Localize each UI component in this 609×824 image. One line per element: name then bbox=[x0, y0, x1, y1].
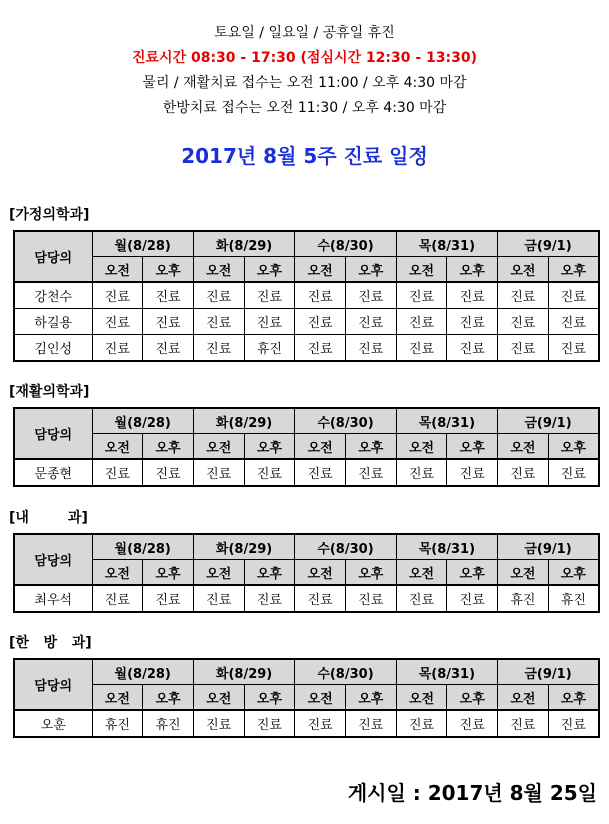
afternoon-header: 오후 bbox=[345, 685, 396, 711]
schedule-table bbox=[13, 230, 600, 362]
morning-header: 오전 bbox=[193, 685, 244, 711]
day-header: 금(9/1) bbox=[498, 408, 599, 434]
afternoon-header: 오후 bbox=[345, 257, 396, 283]
day-header: 월(8/28) bbox=[92, 659, 193, 685]
table-row bbox=[14, 585, 599, 612]
schedule-cell: 휴진 bbox=[548, 585, 599, 612]
day-header: 수(8/30) bbox=[295, 231, 396, 257]
schedule-cell: 진료 bbox=[295, 282, 346, 309]
morning-header: 오전 bbox=[193, 257, 244, 283]
morning-header: 오전 bbox=[295, 685, 346, 711]
schedule-cell: 진료 bbox=[447, 710, 498, 737]
morning-header: 오전 bbox=[92, 434, 143, 460]
day-header: 목(8/31) bbox=[396, 534, 497, 560]
table-row bbox=[14, 459, 599, 486]
schedule-table bbox=[13, 407, 600, 487]
schedule-cell: 진료 bbox=[143, 335, 194, 362]
morning-header: 오전 bbox=[498, 257, 549, 283]
schedule-cell: 진료 bbox=[447, 335, 498, 362]
schedule-cell: 진료 bbox=[143, 309, 194, 335]
table-row bbox=[14, 282, 599, 309]
department-name: [한 방 과] bbox=[9, 635, 92, 651]
schedule-cell: 진료 bbox=[345, 459, 396, 486]
morning-header: 오전 bbox=[396, 560, 447, 586]
day-header: 금(9/1) bbox=[498, 534, 599, 560]
day-header: 화(8/29) bbox=[193, 534, 294, 560]
schedule-cell: 진료 bbox=[92, 335, 143, 362]
hours-text: 진료시간 08:30 - 17:30 (점심시간 12:30 - 13:30) bbox=[132, 50, 477, 66]
schedule-cell: 진료 bbox=[143, 585, 194, 612]
schedule-cell: 진료 bbox=[345, 335, 396, 362]
schedule-cell: 진료 bbox=[396, 282, 447, 309]
department-section bbox=[0, 633, 609, 738]
schedule-cell: 진료 bbox=[244, 459, 295, 486]
table-row bbox=[14, 710, 599, 737]
oriental-deadline-text: 한방치료 접수는 오전 11:30 / 오후 4:30 마감 bbox=[162, 100, 447, 116]
afternoon-header: 오후 bbox=[143, 434, 194, 460]
schedule-cell: 진료 bbox=[345, 710, 396, 737]
afternoon-header: 오후 bbox=[143, 685, 194, 711]
schedule-cell: 진료 bbox=[244, 309, 295, 335]
schedule-cell: 휴진 bbox=[143, 710, 194, 737]
afternoon-header: 오후 bbox=[244, 434, 295, 460]
doctor-header: 담당의 bbox=[14, 659, 92, 710]
day-header: 수(8/30) bbox=[295, 659, 396, 685]
schedule-cell: 진료 bbox=[92, 309, 143, 335]
schedule-cell: 진료 bbox=[447, 309, 498, 335]
schedule-cell: 진료 bbox=[193, 309, 244, 335]
day-header: 목(8/31) bbox=[396, 231, 497, 257]
day-header: 화(8/29) bbox=[193, 408, 294, 434]
schedule-cell: 진료 bbox=[295, 459, 346, 486]
schedule-cell: 진료 bbox=[295, 309, 346, 335]
doctor-header: 담당의 bbox=[14, 534, 92, 585]
afternoon-header: 오후 bbox=[548, 685, 599, 711]
day-header: 화(8/29) bbox=[193, 231, 294, 257]
schedule-cell: 진료 bbox=[548, 309, 599, 335]
morning-header: 오전 bbox=[193, 434, 244, 460]
schedule-cell: 휴진 bbox=[244, 335, 295, 362]
schedule-cell: 진료 bbox=[143, 459, 194, 486]
schedule-cell: 진료 bbox=[498, 335, 549, 362]
schedule-cell: 진료 bbox=[92, 282, 143, 309]
doctor-name: 문종현 bbox=[14, 459, 92, 486]
rehab-deadline-text: 물리 / 재활치료 접수는 오전 11:00 / 오후 4:30 마감 bbox=[142, 75, 467, 91]
morning-header: 오전 bbox=[92, 560, 143, 586]
morning-header: 오전 bbox=[193, 560, 244, 586]
morning-header: 오전 bbox=[396, 685, 447, 711]
doctor-header: 담당의 bbox=[14, 231, 92, 282]
schedule-cell: 진료 bbox=[244, 710, 295, 737]
schedule-cell: 진료 bbox=[193, 710, 244, 737]
day-header: 월(8/28) bbox=[92, 231, 193, 257]
morning-header: 오전 bbox=[92, 257, 143, 283]
morning-header: 오전 bbox=[396, 257, 447, 283]
afternoon-header: 오후 bbox=[447, 560, 498, 586]
schedule-table bbox=[13, 658, 600, 738]
afternoon-header: 오후 bbox=[548, 257, 599, 283]
morning-header: 오전 bbox=[295, 257, 346, 283]
morning-header: 오전 bbox=[92, 685, 143, 711]
table-row bbox=[14, 335, 599, 362]
schedule-title: 2017년 8월 5주 진료 일정 bbox=[181, 144, 428, 168]
schedule-cell: 진료 bbox=[498, 282, 549, 309]
day-header: 수(8/30) bbox=[295, 408, 396, 434]
day-header: 월(8/28) bbox=[92, 408, 193, 434]
schedule-cell: 진료 bbox=[193, 459, 244, 486]
day-header: 목(8/31) bbox=[396, 408, 497, 434]
afternoon-header: 오후 bbox=[143, 257, 194, 283]
schedule-cell: 진료 bbox=[193, 282, 244, 309]
schedule-cell: 진료 bbox=[396, 459, 447, 486]
day-header: 금(9/1) bbox=[498, 659, 599, 685]
day-header: 목(8/31) bbox=[396, 659, 497, 685]
schedule-cell: 진료 bbox=[92, 585, 143, 612]
schedule-cell: 진료 bbox=[295, 585, 346, 612]
table-row bbox=[14, 309, 599, 335]
schedule-cell: 진료 bbox=[345, 282, 396, 309]
afternoon-header: 오후 bbox=[345, 560, 396, 586]
day-header: 월(8/28) bbox=[92, 534, 193, 560]
schedule-cell: 진료 bbox=[92, 459, 143, 486]
department-name: [내 과] bbox=[9, 510, 88, 526]
schedule-cell: 진료 bbox=[548, 282, 599, 309]
afternoon-header: 오후 bbox=[447, 257, 498, 283]
schedule-cell: 진료 bbox=[295, 710, 346, 737]
schedule-cell: 진료 bbox=[345, 585, 396, 612]
schedule-cell: 진료 bbox=[396, 335, 447, 362]
afternoon-header: 오후 bbox=[244, 685, 295, 711]
schedule-cell: 진료 bbox=[244, 585, 295, 612]
afternoon-header: 오후 bbox=[244, 257, 295, 283]
schedule-cell: 진료 bbox=[295, 335, 346, 362]
afternoon-header: 오후 bbox=[447, 434, 498, 460]
schedule-cell: 진료 bbox=[396, 309, 447, 335]
schedule-cell: 진료 bbox=[193, 585, 244, 612]
schedule-cell: 진료 bbox=[193, 335, 244, 362]
afternoon-header: 오후 bbox=[143, 560, 194, 586]
schedule-cell: 휴진 bbox=[498, 585, 549, 612]
notice-block bbox=[0, 0, 609, 121]
schedule-cell: 진료 bbox=[244, 282, 295, 309]
schedule-cell: 진료 bbox=[396, 585, 447, 612]
morning-header: 오전 bbox=[295, 560, 346, 586]
department-section bbox=[0, 205, 609, 362]
schedule-cell: 진료 bbox=[447, 282, 498, 309]
day-header: 금(9/1) bbox=[498, 231, 599, 257]
department-section bbox=[0, 382, 609, 487]
morning-header: 오전 bbox=[295, 434, 346, 460]
afternoon-header: 오후 bbox=[447, 685, 498, 711]
closed-days-text: 토요일 / 일요일 / 공휴일 휴진 bbox=[214, 25, 395, 41]
department-section bbox=[0, 508, 609, 613]
schedule-table bbox=[13, 533, 600, 613]
schedule-cell: 진료 bbox=[498, 710, 549, 737]
schedule-cell: 진료 bbox=[447, 585, 498, 612]
doctor-name: 김인성 bbox=[14, 335, 92, 362]
morning-header: 오전 bbox=[498, 685, 549, 711]
schedule-cell: 진료 bbox=[548, 335, 599, 362]
doctor-name: 최우석 bbox=[14, 585, 92, 612]
afternoon-header: 오후 bbox=[548, 560, 599, 586]
schedule-cell: 진료 bbox=[345, 309, 396, 335]
morning-header: 오전 bbox=[396, 434, 447, 460]
morning-header: 오전 bbox=[498, 560, 549, 586]
schedule-cell: 진료 bbox=[548, 459, 599, 486]
department-name: [가정의학과] bbox=[9, 207, 90, 223]
day-header: 수(8/30) bbox=[295, 534, 396, 560]
doctor-name: 하길용 bbox=[14, 309, 92, 335]
posted-date: 게시일 : 2017년 8월 25일 bbox=[347, 781, 597, 805]
schedule-cell: 진료 bbox=[447, 459, 498, 486]
schedule-cell: 진료 bbox=[143, 282, 194, 309]
schedule-cell: 진료 bbox=[498, 309, 549, 335]
department-name: [재활의학과] bbox=[9, 384, 90, 400]
schedule-cell: 진료 bbox=[548, 710, 599, 737]
day-header: 화(8/29) bbox=[193, 659, 294, 685]
doctor-header: 담당의 bbox=[14, 408, 92, 459]
afternoon-header: 오후 bbox=[548, 434, 599, 460]
schedule-cell: 진료 bbox=[396, 710, 447, 737]
schedule-cell: 진료 bbox=[498, 459, 549, 486]
doctor-name: 오훈 bbox=[14, 710, 92, 737]
doctor-name: 강천수 bbox=[14, 282, 92, 309]
afternoon-header: 오후 bbox=[244, 560, 295, 586]
morning-header: 오전 bbox=[498, 434, 549, 460]
schedule-cell: 휴진 bbox=[92, 710, 143, 737]
afternoon-header: 오후 bbox=[345, 434, 396, 460]
